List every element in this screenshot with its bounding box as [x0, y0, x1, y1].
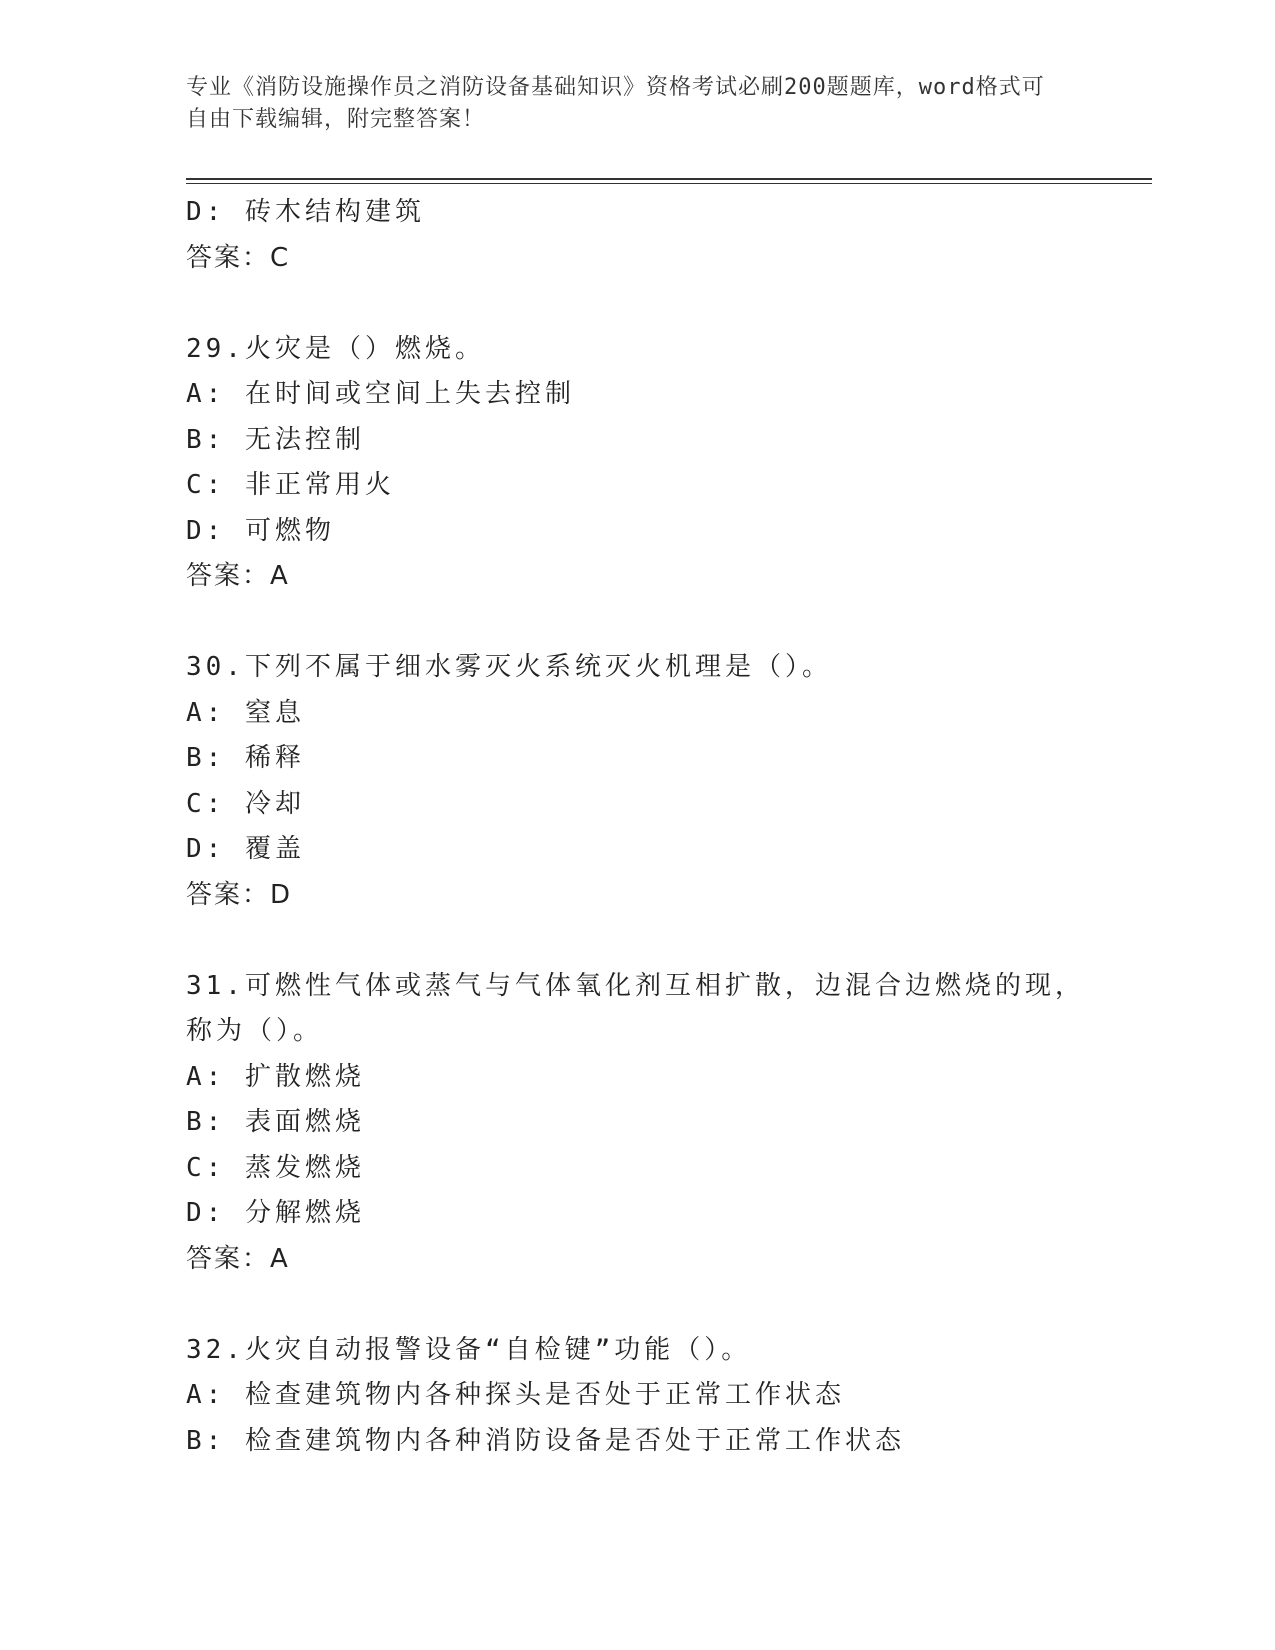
header-divider-thin: [186, 183, 1152, 184]
question-30-stem: 30.下列不属于细水雾灭火系统灭火机理是（）。: [186, 652, 832, 682]
question-29-answer: 答案：A: [186, 561, 290, 591]
question-30-option-a: A: 窒息: [186, 697, 305, 728]
question-31-option-d: D: 分解燃烧: [186, 1198, 365, 1228]
question-30-option-d: D: 覆盖: [186, 834, 305, 864]
spacer: [186, 281, 1086, 327]
question-31-option-c: C: 蒸发燃烧: [186, 1152, 365, 1183]
question-31-stem: 31.可燃性气体或蒸气与气体氧化剂互相扩散，边混合边燃烧的现，称为（）。: [186, 970, 1085, 1046]
option-d: D: 砖木结构建筑: [186, 197, 425, 227]
spacer: [186, 600, 1086, 646]
question-29-stem: 29.火灾是（）燃烧。: [186, 333, 485, 364]
spacer: [186, 918, 1086, 964]
answer: 答案：C: [186, 242, 291, 273]
question-32-option-a: A: 检查建筑物内各种探头是否处于正常工作状态: [186, 1380, 845, 1410]
question-31-answer: 答案：A: [186, 1243, 290, 1274]
question-29-option-a: A: 在时间或空间上失去控制: [186, 379, 575, 409]
question-29-option-c: C: 非正常用火: [186, 470, 395, 500]
question-30-answer: 答案：D: [186, 879, 293, 910]
question-29-option-d: D: 可燃物: [186, 515, 335, 546]
question-30-option-b: B: 稀释: [186, 743, 305, 773]
spacer: [186, 1282, 1086, 1328]
question-31-option-b: B: 表面燃烧: [186, 1107, 365, 1137]
question-31-option-a: A: 扩散燃烧: [186, 1061, 365, 1092]
page-header: 专业《消防设施操作员之消防设备基础知识》资格考试必刷200题题库，word格式可自由下载编辑，附完整答案！: [186, 75, 1045, 132]
header-divider-thick: [186, 178, 1152, 180]
question-30-option-c: C: 冷却: [186, 788, 305, 819]
question-29-option-b: B: 无法控制: [186, 424, 365, 455]
question-list: [186, 190, 1086, 1464]
question-32-stem: 32.火灾自动报警设备“自检键”功能（）。: [186, 1334, 752, 1365]
question-32-option-b: B: 检查建筑物内各种消防设备是否处于正常工作状态: [186, 1425, 905, 1456]
